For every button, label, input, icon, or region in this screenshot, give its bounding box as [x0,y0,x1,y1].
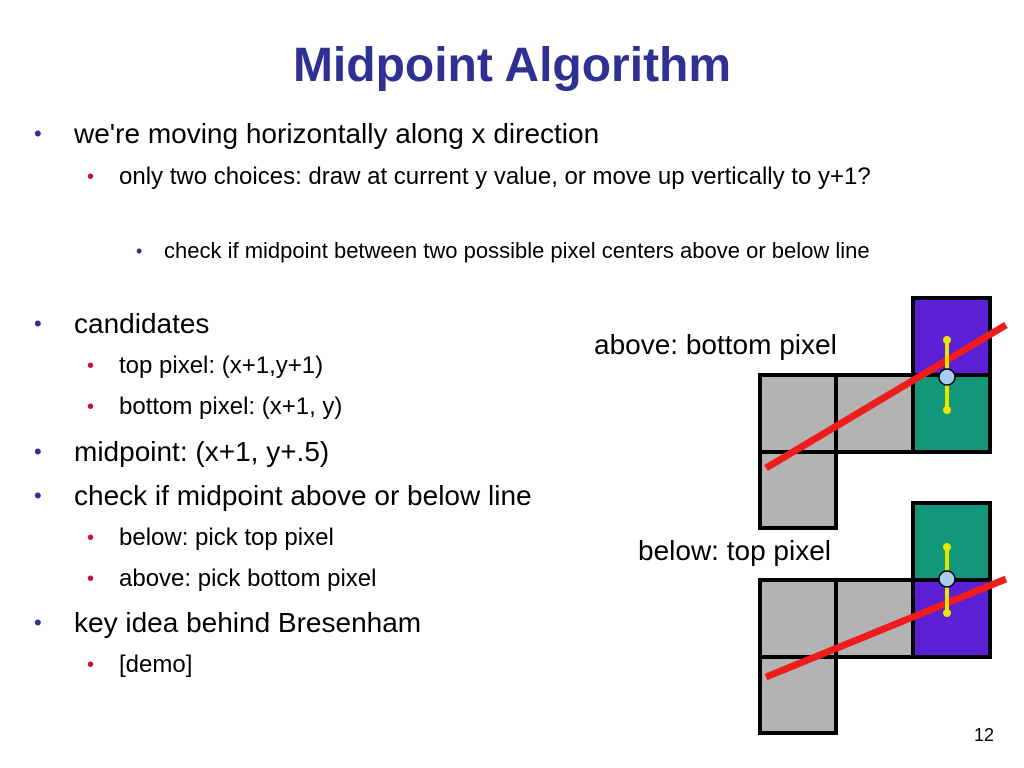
bullet-text: bottom pixel: (x+1, y) [119,393,343,420]
bullet-text: candidates [74,308,210,339]
bullet-dot: • [87,396,95,418]
bullet-dot: • [136,241,143,261]
pixel-cell [760,580,836,657]
bullet-dot: • [34,610,42,635]
diagram-label-above: above: bottom pixel [594,329,837,360]
pixel-cell-top-candidate [913,503,990,580]
pixel-cell [760,657,836,733]
pixel-cell-bottom-candidate [913,375,990,452]
bullet-dot: • [87,355,95,377]
bullet-text: above: pick bottom pixel [119,565,377,592]
bullet-dot: • [87,166,95,188]
bullet-text: midpoint: (x+1, y+.5) [74,436,330,467]
bullet-dot: • [87,654,95,676]
bullet-text: key idea behind Bresenham [74,607,422,638]
bullet-dot: • [87,568,95,590]
diagram-label-below: below: top pixel [638,535,832,566]
bullet-dot: • [87,527,95,549]
pixel-center-marker [943,406,951,414]
bullet-dot: • [34,439,42,464]
bullet-dot: • [34,483,42,508]
bullet-dot: • [34,121,42,146]
pixel-cell [760,375,836,452]
midpoint-marker [939,369,955,385]
bullet-dot: • [34,311,42,336]
bullet-text: below: pick top pixel [119,524,334,551]
bullet-text: top pixel: (x+1,y+1) [119,352,324,379]
pixel-center-marker [943,543,951,551]
slide-title: Midpoint Algorithm [292,39,732,92]
page-number: 12 [973,725,994,745]
midpoint-marker [939,571,955,587]
bullet-text: check if midpoint above or below line [74,480,532,511]
bullet-text: we're moving horizontally along x direction [74,118,600,149]
bullet-text: only two choices: draw at current y value, or move up vertically to y+1? [119,163,871,190]
bullet-text: [demo] [119,651,193,678]
pixel-center-marker [943,336,951,344]
pixel-cell-top-candidate [913,298,990,375]
bullet-text: check if midpoint between two possible pixel centers above or below line [164,238,870,263]
pixel-center-marker [943,609,951,617]
